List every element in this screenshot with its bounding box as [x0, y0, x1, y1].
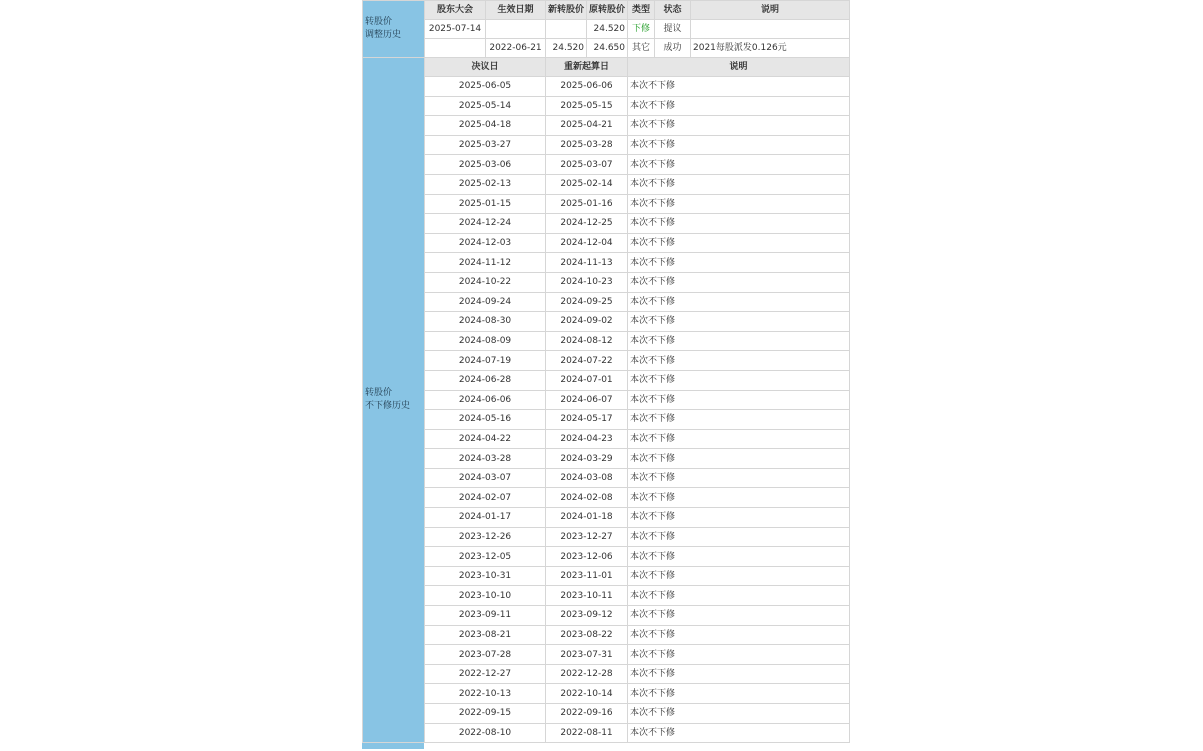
resolution-date: 2025-02-13	[425, 174, 546, 194]
table-row	[363, 449, 850, 469]
resolution-date: 2024-12-24	[425, 214, 546, 234]
table-row	[363, 468, 850, 488]
table-row	[363, 135, 850, 155]
no-adjust-note: 本次不下修	[628, 194, 850, 214]
no-adjust-note: 本次不下修	[628, 351, 850, 371]
adjust-history-label	[363, 1, 425, 58]
table-row	[363, 312, 850, 332]
table-row	[363, 174, 850, 194]
resolution-date: 2024-09-24	[425, 292, 546, 312]
no-adjust-note: 本次不下修	[628, 331, 850, 351]
no-adjust-note: 本次不下修	[628, 625, 850, 645]
no-adjust-note: 本次不下修	[628, 214, 850, 234]
table-row	[363, 331, 850, 351]
table-row	[363, 704, 850, 724]
effective-date: 2022-06-21	[486, 39, 546, 58]
restart-date: 2024-03-29	[546, 449, 628, 469]
restart-date: 2022-12-28	[546, 664, 628, 684]
restart-date: 2023-08-22	[546, 625, 628, 645]
table-row	[363, 351, 850, 371]
restart-date: 2024-03-08	[546, 468, 628, 488]
adjust-label-line1: 转股价	[365, 17, 393, 27]
resolution-date: 2024-03-28	[425, 449, 546, 469]
no-adjust-note: 本次不下修	[628, 312, 850, 332]
restart-date: 2022-09-16	[546, 704, 628, 724]
table-row	[363, 645, 850, 665]
meeting-date: 2025-07-14	[425, 20, 486, 39]
restart-date: 2023-12-06	[546, 547, 628, 567]
resolution-date: 2025-05-14	[425, 96, 546, 116]
adjust-status: 成功	[655, 39, 691, 58]
resolution-date: 2023-08-21	[425, 625, 546, 645]
restart-date: 2024-05-17	[546, 410, 628, 430]
restart-date: 2024-07-01	[546, 370, 628, 390]
col-header-note: 说明	[691, 1, 850, 20]
no-adjust-note: 本次不下修	[628, 96, 850, 116]
restart-date: 2025-06-06	[546, 77, 628, 97]
restart-date: 2025-03-28	[546, 135, 628, 155]
table-row	[363, 527, 850, 547]
adjust-type: 下修	[628, 20, 655, 39]
no-adjust-note: 本次不下修	[628, 429, 850, 449]
restart-date: 2023-11-01	[546, 566, 628, 586]
col-header-type: 类型	[628, 1, 655, 20]
resolution-date: 2024-05-16	[425, 410, 546, 430]
restart-date: 2025-02-14	[546, 174, 628, 194]
table-row	[363, 429, 850, 449]
restart-date: 2025-04-21	[546, 116, 628, 136]
adjust-type: 其它	[628, 39, 655, 58]
no-adjust-note: 本次不下修	[628, 586, 850, 606]
resolution-date: 2024-04-22	[425, 429, 546, 449]
restart-date: 2024-01-18	[546, 508, 628, 528]
table-row	[363, 684, 850, 704]
no-adjust-note: 本次不下修	[628, 684, 850, 704]
resolution-date: 2025-06-05	[425, 77, 546, 97]
no-adjust-note: 本次不下修	[628, 468, 850, 488]
adjust-status: 提议	[655, 20, 691, 39]
table-row	[363, 370, 850, 390]
restart-date: 2024-09-02	[546, 312, 628, 332]
restart-date: 2023-10-11	[546, 586, 628, 606]
no-adjust-note: 本次不下修	[628, 155, 850, 175]
restart-date: 2024-06-07	[546, 390, 628, 410]
no-adjust-note: 本次不下修	[628, 233, 850, 253]
table-row	[363, 155, 850, 175]
resolution-date: 2023-10-31	[425, 566, 546, 586]
col-header-restart-date: 重新起算日	[546, 58, 628, 77]
no-adjust-note: 本次不下修	[628, 449, 850, 469]
resolution-date: 2024-08-30	[425, 312, 546, 332]
restart-date: 2024-04-23	[546, 429, 628, 449]
new-price: 24.520	[546, 39, 587, 58]
convertible-price-history	[362, 0, 849, 749]
table-row	[363, 292, 850, 312]
no-adjust-note: 本次不下修	[628, 508, 850, 528]
resolution-date: 2023-10-10	[425, 586, 546, 606]
restart-date: 2024-08-12	[546, 331, 628, 351]
resolution-date: 2023-12-05	[425, 547, 546, 567]
table-row	[363, 410, 850, 430]
price-adjust-table	[362, 0, 850, 58]
col-header-status: 状态	[655, 1, 691, 20]
resolution-date: 2024-07-19	[425, 351, 546, 371]
side-label-continuation	[362, 743, 424, 749]
no-adjust-note: 本次不下修	[628, 488, 850, 508]
col-header-resolution-date: 决议日	[425, 58, 546, 77]
table-row	[363, 625, 850, 645]
restart-date: 2022-10-14	[546, 684, 628, 704]
table-row	[363, 77, 850, 97]
no-adjust-note: 本次不下修	[628, 77, 850, 97]
no-adjust-note: 本次不下修	[628, 547, 850, 567]
no-adjust-note: 本次不下修	[628, 253, 850, 273]
no-adjust-note: 本次不下修	[628, 390, 850, 410]
resolution-date: 2024-12-03	[425, 233, 546, 253]
no-adjust-note: 本次不下修	[628, 527, 850, 547]
no-adjust-note: 本次不下修	[628, 135, 850, 155]
table-row	[363, 253, 850, 273]
table-row	[363, 488, 850, 508]
no-adjust-table	[362, 57, 850, 743]
col-header-no-adjust-note: 说明	[628, 58, 850, 77]
resolution-date: 2022-12-27	[425, 664, 546, 684]
old-price: 24.650	[587, 39, 628, 58]
resolution-date: 2023-07-28	[425, 645, 546, 665]
no-adjust-note: 本次不下修	[628, 272, 850, 292]
resolution-date: 2023-09-11	[425, 606, 546, 626]
restart-date: 2023-07-31	[546, 645, 628, 665]
resolution-date: 2022-08-10	[425, 723, 546, 743]
no-adjust-note: 本次不下修	[628, 292, 850, 312]
col-header-new-price: 新转股价	[546, 1, 587, 20]
resolution-date: 2025-03-06	[425, 155, 546, 175]
restart-date: 2025-03-07	[546, 155, 628, 175]
col-header-old-price: 原转股价	[587, 1, 628, 20]
no-adjust-note: 本次不下修	[628, 664, 850, 684]
restart-date: 2024-12-04	[546, 233, 628, 253]
adjust-note	[691, 20, 850, 39]
table-row	[363, 116, 850, 136]
table-row	[363, 214, 850, 234]
resolution-date: 2025-03-27	[425, 135, 546, 155]
resolution-date: 2024-02-07	[425, 488, 546, 508]
restart-date: 2023-12-27	[546, 527, 628, 547]
no-adjust-note: 本次不下修	[628, 704, 850, 724]
table-row	[363, 272, 850, 292]
effective-date	[486, 20, 546, 39]
restart-date: 2024-11-13	[546, 253, 628, 273]
resolution-date: 2024-06-06	[425, 390, 546, 410]
no-adjust-note: 本次不下修	[628, 566, 850, 586]
new-price	[546, 20, 587, 39]
resolution-date: 2024-11-12	[425, 253, 546, 273]
resolution-date: 2022-09-15	[425, 704, 546, 724]
table-row	[363, 723, 850, 743]
no-adjust-note: 本次不下修	[628, 410, 850, 430]
table-row	[363, 96, 850, 116]
resolution-date: 2024-10-22	[425, 272, 546, 292]
restart-date: 2024-09-25	[546, 292, 628, 312]
no-adjust-label-line2: 不下修历史	[365, 401, 411, 412]
adjust-note: 2021每股派发0.126元	[691, 39, 850, 58]
restart-date: 2023-09-12	[546, 606, 628, 626]
no-adjust-note: 本次不下修	[628, 723, 850, 743]
table-row	[363, 664, 850, 684]
restart-date: 2024-02-08	[546, 488, 628, 508]
no-adjust-note: 本次不下修	[628, 116, 850, 136]
restart-date: 2024-07-22	[546, 351, 628, 371]
table-row	[363, 508, 850, 528]
resolution-date: 2024-06-28	[425, 370, 546, 390]
restart-date: 2022-08-11	[546, 723, 628, 743]
table-row	[363, 194, 850, 214]
table-row	[363, 547, 850, 567]
resolution-date: 2024-08-09	[425, 331, 546, 351]
no-adjust-label-line1: 转股价	[365, 388, 393, 399]
restart-date: 2025-05-15	[546, 96, 628, 116]
table-row	[363, 606, 850, 626]
no-adjust-note: 本次不下修	[628, 606, 850, 626]
old-price: 24.520	[587, 20, 628, 39]
resolution-date: 2022-10-13	[425, 684, 546, 704]
table-row	[363, 233, 850, 253]
table-row	[363, 566, 850, 586]
col-header-effective-date: 生效日期	[486, 1, 546, 20]
table-row	[363, 390, 850, 410]
restart-date: 2025-01-16	[546, 194, 628, 214]
no-adjust-note: 本次不下修	[628, 645, 850, 665]
table-row	[363, 586, 850, 606]
no-adjust-note: 本次不下修	[628, 174, 850, 194]
table-row	[363, 20, 850, 39]
no-adjust-note: 本次不下修	[628, 370, 850, 390]
resolution-date: 2024-01-17	[425, 508, 546, 528]
col-header-meeting: 股东大会	[425, 1, 486, 20]
restart-date: 2024-12-25	[546, 214, 628, 234]
no-adjust-history-label	[363, 58, 425, 743]
restart-date: 2024-10-23	[546, 272, 628, 292]
resolution-date: 2025-04-18	[425, 116, 546, 136]
resolution-date: 2025-01-15	[425, 194, 546, 214]
resolution-date: 2023-12-26	[425, 527, 546, 547]
resolution-date: 2024-03-07	[425, 468, 546, 488]
adjust-label-line2: 调整历史	[365, 30, 402, 40]
table-row	[363, 39, 850, 58]
meeting-date	[425, 39, 486, 58]
